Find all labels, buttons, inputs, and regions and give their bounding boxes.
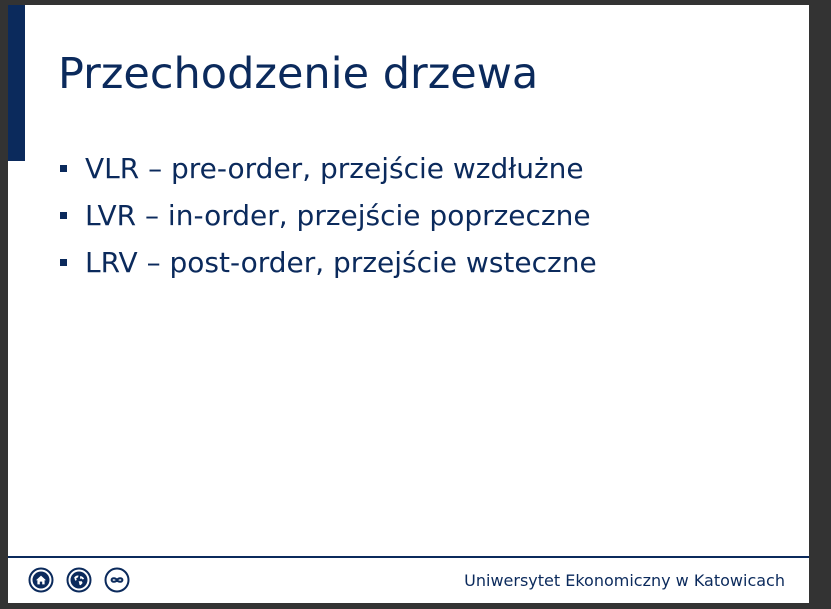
slide-title: Przechodzenie drzewa [58,49,539,99]
square-bullet-icon [60,165,67,172]
bullet-item [58,192,597,239]
globe-icon[interactable] [66,567,92,593]
bullet-list [58,145,597,286]
bullet-item [58,145,597,192]
infinity-icon[interactable] [104,567,130,593]
institution-name: Uniwersytet Ekonomiczny w Katowicach [464,571,785,590]
bullet-text: LRV – post-order, przejście wsteczne [85,246,597,279]
square-bullet-icon [60,212,67,219]
bullet-item [58,239,597,286]
slide [8,5,809,603]
footer-divider [8,556,809,558]
bullet-text: LVR – in-order, przejście poprzeczne [85,199,591,232]
home-icon[interactable] [28,567,54,593]
footer-nav [28,567,130,593]
square-bullet-icon [60,259,67,266]
bullet-text: VLR – pre-order, przejście wzdłużne [85,152,584,185]
accent-bar [8,5,25,161]
